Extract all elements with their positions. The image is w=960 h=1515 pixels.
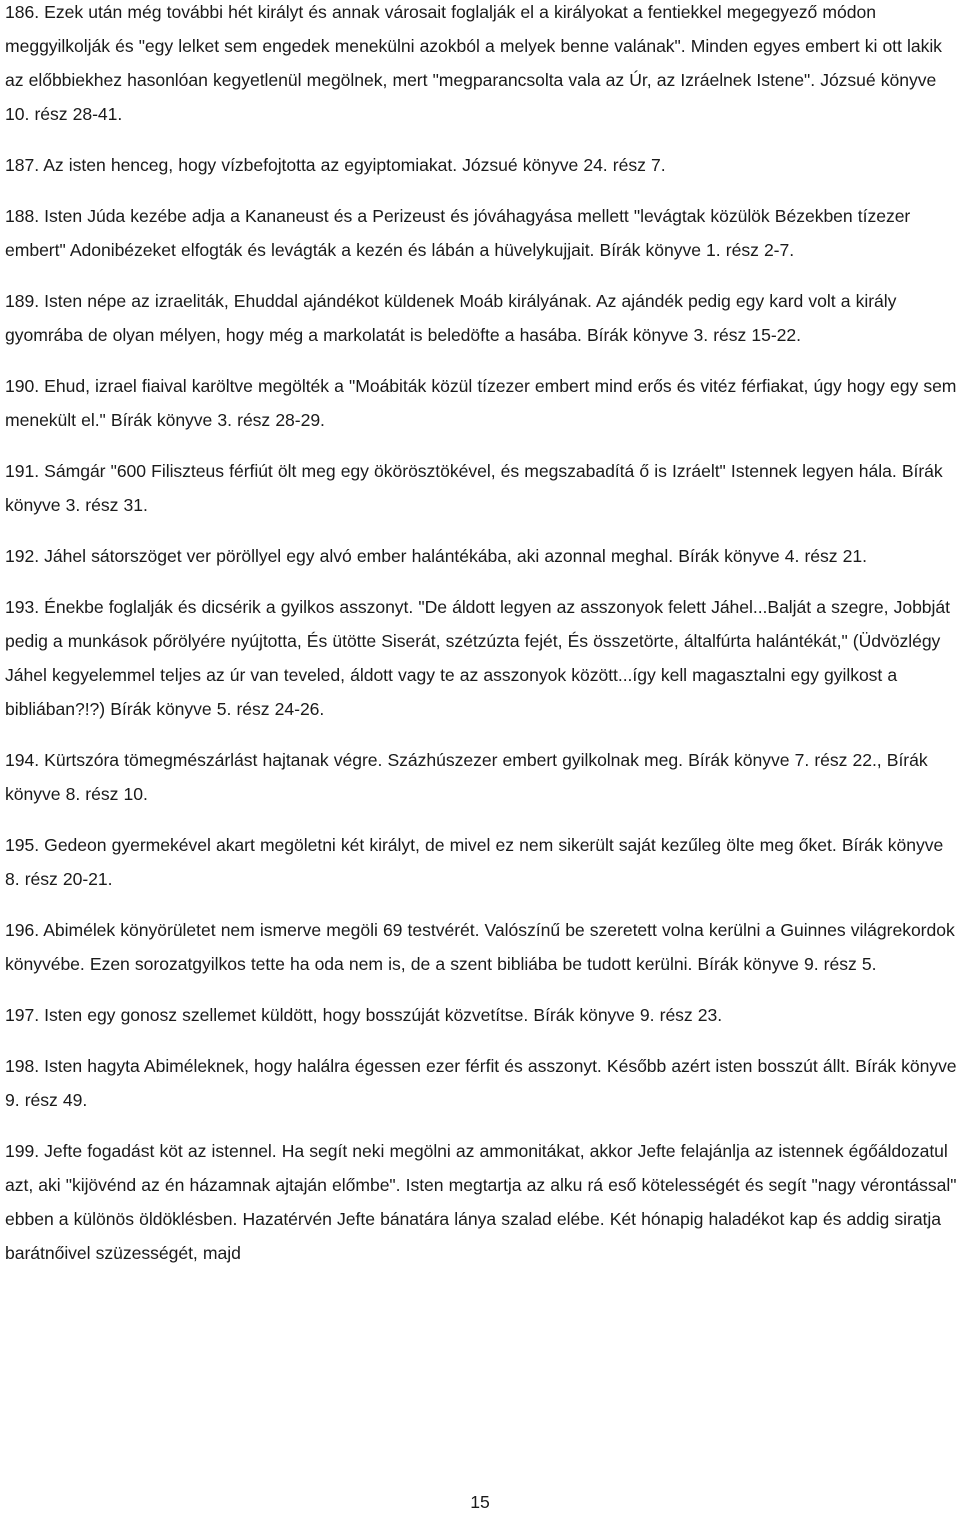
paragraph-190: 190. Ehud, izrael fiaival karöltve megölték a "Moábiták közül tízezer embert mind erős és vitéz férfiakat, úgy hogy egy sem menekült el." Bírák könyve 3. rész 28-29. [5,376,957,430]
paragraph-191: 191. Sámgár "600 Filiszteus férfiút ölt meg egy ökörösztökével, és megszabadítá ő is Izráelt" Istennek legyen hála. Bírák könyve 3. rész 31. [5,461,943,515]
paragraph-gap [5,981,957,998]
paragraph-192: 192. Jáhel sátorszöget ver pöröllyel egy alvó ember halántékába, aki azonnal meghal. Bírák könyve 4. rész 21. [5,546,867,566]
paragraph-187: 187. Az isten henceg, hogy vízbefojtotta az egyiptomiakat. Józsué könyve 24. rész 7. [5,155,666,175]
paragraph-195: 195. Gedeon gyermekével akart megöletni két királyt, de mivel ez nem sikerült saját kezűleg ölte meg őket. Bírák könyve 8. rész 20-21. [5,835,944,889]
paragraph-193: 193. Énekbe foglalják és dicsérik a gyilkos asszonyt. "De áldott legyen az asszonyok felett Jáhel...Balját a szegre, Jobbját pedig a munkások pőrölyére nyújtotta, És ütötte Siserát, szétzúzta fejét, És összetörte, általfúrta halántékát," (Üdvözlégy Jáhel kegyelemmel teljes az úr van teveled, áldott vagy te az asszonyok között...így kell magasztalni egy gyilkost a bibliában?!?) Bírák könyve 5. rész 24-26. [5,597,950,719]
paragraph-gap [5,811,957,828]
paragraph-199: 199. Jefte fogadást köt az istennel. Ha segít neki megölni az ammonitákat, akkor Jefte felajánlja az istennek égőáldozatul azt, aki "kijövénd az én házamnak ajtaján előmbe". Isten megtartja az alku rá eső kötelességét és segít "nagy vérontással" ebben a különös öldöklésben. Hazatérvén Jefte bánatára lánya szalad elébe. Két hónapig haladékot kap és addig siratja barátnőivel szüzességét, majd [5,1141,957,1263]
paragraph-gap [5,726,957,743]
paragraph-196: 196. Abimélek könyörületet nem ismerve megöli 69 testvérét. Valószínű be szeretett volna kerülni a Guinnes világrekordok könyvébe. Ezen sorozatgyilkos tette ha oda nem is, de a szent bibliába be tudott kerülni. Bírák könyve 9. rész 5. [5,920,955,974]
paragraph-gap [5,437,957,454]
paragraph-198: 198. Isten hagyta Abiméleknek, hogy halálra égessen ezer férfit és asszonyt. Később azért isten bosszút állt. Bírák könyve 9. rész 49. [5,1056,957,1110]
paragraph-186: 186. Ezek után még további hét királyt és annak városait foglalják el a királyokat a fentiekkel megegyező módon meggyilkolják és "egy lelket sem engedek menekülni azokból a melyek benne valának". Minden egyes embert ki ott lakik az előbbiekhez hasonlóan kegyetlenül megölnek, mert "megparancsolta vala az Úr, az Izráelnek Istene". Józsué könyve 10. rész 28-41. [5,2,942,124]
document-page [5,0,957,1270]
paragraph-gap [5,522,957,539]
paragraph-gap [5,352,957,369]
paragraph-gap [5,131,957,148]
paragraph-194: 194. Kürtszóra tömegmészárlást hajtanak végre. Százhúszezer embert gyilkolnak meg. Bírák könyve 7. rész 22., Bírák könyve 8. rész 10. [5,750,928,804]
paragraph-188: 188. Isten Júda kezébe adja a Kananeust és a Perizeust és jóváhagyása mellett "levágtak közülök Bézekben tízezer embert" Adonibézeket elfogták és levágták a kezén és lábán a hüvelykujjait. Bírák könyve 1. rész 2-7. [5,206,911,260]
paragraph-189: 189. Isten népe az izraeliták, Ehuddal ajándékot küldenek Moáb királyának. Az ajándék pedig egy kard volt a király gyomrába de olyan mélyen, hogy még a markolatát is beledöfte a hasába. Bírák könyve 3. rész 15-22. [5,291,897,345]
paragraph-197: 197. Isten egy gonosz szellemet küldött, hogy bosszúját közvetítse. Bírák könyve 9. rész 23. [5,1005,723,1025]
paragraph-gap [5,896,957,913]
paragraph-gap [5,1117,957,1134]
paragraph-gap [5,1032,957,1049]
paragraph-gap [5,573,957,590]
page-number: 15 [470,1492,490,1512]
paragraph-gap [5,182,957,199]
paragraph-gap [5,267,957,284]
